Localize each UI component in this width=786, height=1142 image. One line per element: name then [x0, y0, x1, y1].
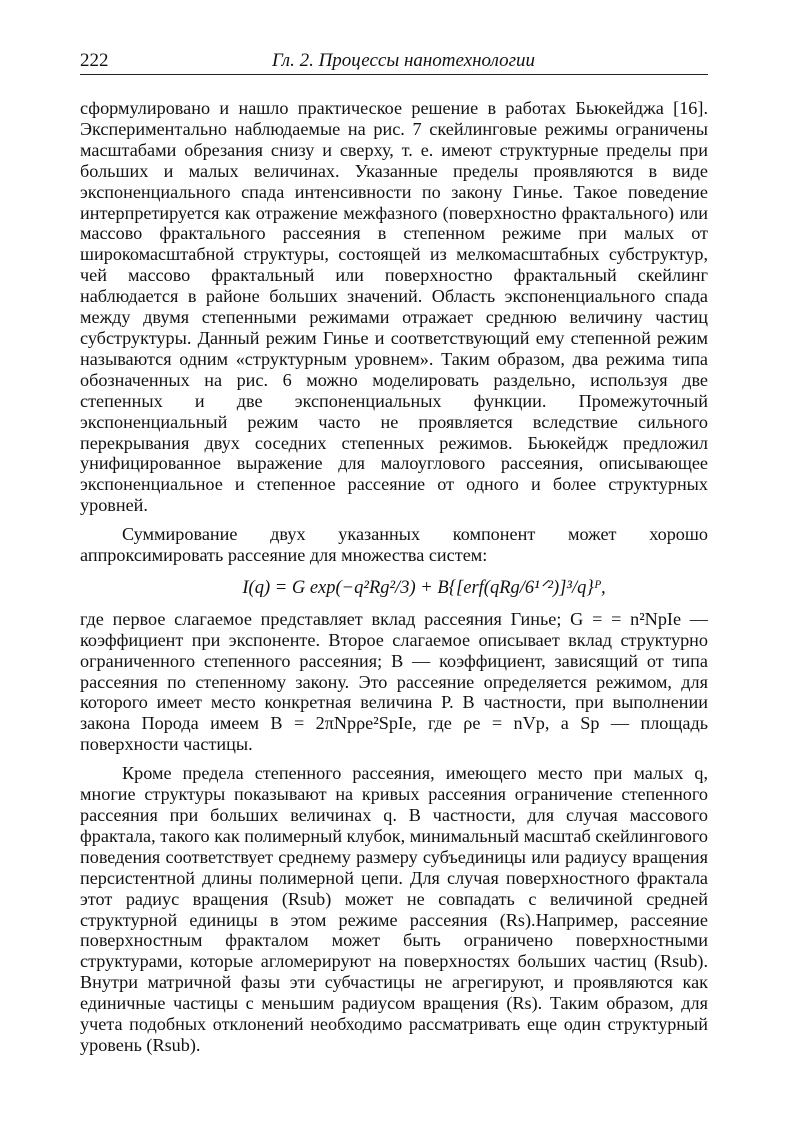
- paragraph-3: где первое слагаемое представляет вклад рассеяния Гинье; G = = n²NpIe — коэффициент при экспоненте. Второе слагаемое описывает вклад структурно ограниченного степенного рассеяния; B — коэффициент, зависящий от типа рассеяния по степенному закону. Это рассеяние определяется режимом, для которого имеет место конкретная величина P. В частности, при выполнении закона Порода имеем B = 2πNpρe²SpIe, где ρe = nVp, а Sp — площадь поверхности частицы.: [80, 608, 708, 755]
- paragraph-1: сформулировано и нашло практическое решение в работах Бьюкейджа [16]. Экспериментально наблюдаемые на рис. 7 скейлинговые режимы ограничены масштабами обрезания снизу и сверху, т. е. имеют структурные пределы при больших и малых величинах. Указанные пределы проявляются в виде экспоненциального спада интенсивности по закону Гинье. Такое поведение интерпретируется как отражение межфазного (поверхностно фрактального) или массово фрактального рассеяния в степенном режиме при малых от широкомасштабной структуры, состоящей из мелкомасштабных субструктур, чей массово фрактальный или поверхностно фрактальный скейлинг наблюдается в районе больших значений. Область экспоненциального спада между двумя степенными режимами отражает среднюю величину частиц субструктуры. Данный режим Гинье и соответствующий ему степенной режим называются одним «структурным уровнем». Таким образом, два режима типа обозначенных на рис. 6 можно моделировать раздельно, используя две степенных и две экспоненциальных функции. Промежуточный экспоненциальный режим часто не проявляется вследствие сильного перекрывания двух соседних степенных режимов. Бьюкейдж предложил унифицированное выражение для малоуглового рассеяния, описывающее экспоненциальное и степенное рассеяние от одного и более структурных уровней.: [80, 98, 708, 516]
- page-number: 222: [80, 50, 109, 71]
- paragraph-4: Кроме предела степенного рассеяния, имеющего место при малых q, многие структуры показывают на кривых рассеяния ограничение степенного рассеяния при больших величинах q. В частности, для случая массового фрактала, такого как полимерный клубок, минимальный масштаб скейлингового поведения соответствует среднему размеру субъединицы или радиусу вращения персистентной длины полимерной цепи. Для случая поверхностного фрактала этот радиус вращения (Rsub) может не совпадать с величиной средней структурной единицы в этом режиме рассеяния (Rs).Например, рассеяние поверхностным фракталом может быть ограничено поверхностными структурами, которые агломерируют на поверхностях больших частиц (Rsub). Внутри матричной фазы эти субчастицы не агрегируют, и проявляются как единичные частицы с меньшим радиусом вращения (Rs). Таким образом, для учета подобных отклонений необходимо рассматривать еще один структурный уровень (Rsub).: [80, 763, 708, 1055]
- running-head: Гл. 2. Процессы нанотехнологии: [272, 50, 536, 71]
- page-header: [80, 50, 708, 75]
- formula: I(q) = G exp(−q²Rg²/3) + B{[erf(qRg/6¹ᐟ²)]³/q}ᴾ,: [242, 577, 606, 598]
- paragraph-2: Суммирование двух указанных компонент может хорошо аппроксимировать рассеяние для множества систем:: [80, 524, 708, 566]
- body-text: [80, 98, 708, 1056]
